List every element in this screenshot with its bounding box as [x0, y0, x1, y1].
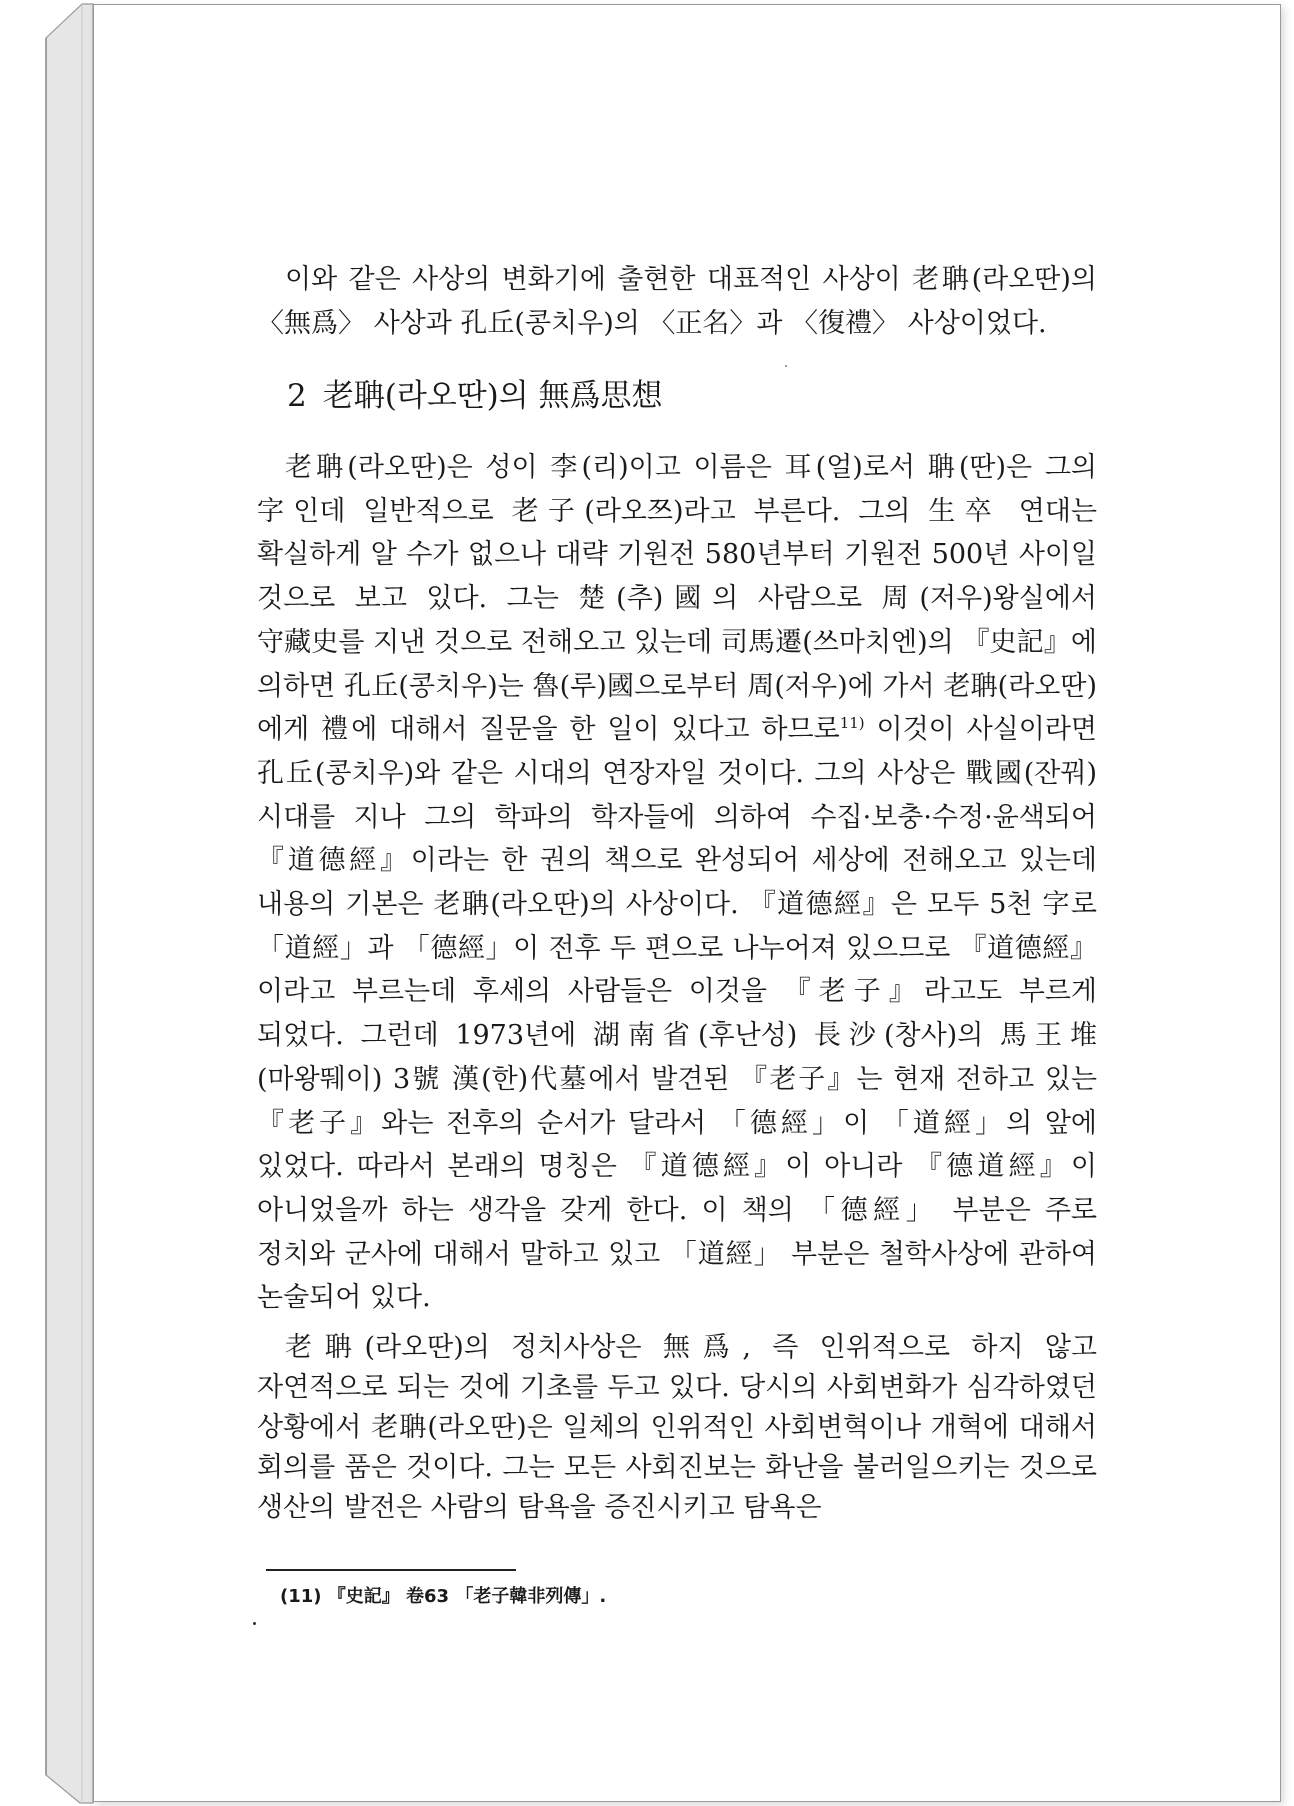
section-title: 老聃(라오딴)의 無爲思想 [322, 378, 663, 414]
page-body [257, 258, 1097, 1528]
footnote: (11) 『史記』 卷63 「老子韓非列傳」. [280, 1586, 607, 1607]
footnote-divider [266, 1569, 516, 1571]
scan-speck [785, 365, 787, 367]
scan-dot [253, 1622, 256, 1625]
paragraph-1-text-b: 이것이 사실이라면 孔丘(콩치우)와 같은 시대의 연장자일 것이다. 그의 사상은 戰國(잔꿔)시대를 지나 그의 학파의 학자들에 의하여 수집·보충·수정·윤색되어 『道德經』이라는 한 권의 책으로 완성되어 세상에 전해오고 있는데 내용의 기본은 老聃(라오딴)의 사상이다. 『道德經』은 모두 5천 字로 「道經」과 「德經」이 전후 두 편으로 나누어져 있으므로 『道德經』이라고 부르는데 후세의 사람들은 이것을 『老子』라고도 부르게 되었다. 그런데 1973년에 湖南省(후난성) 長沙(창사)의 馬王堆(마왕뛔이) 3號 漢(한)代墓에서 발견된 『老子』는 현재 전하고 있는 『老子』와는 전후의 순서가 달라서 「德經」이 「道經」의 앞에 있었다. 따라서 본래의 명칭은 『道德經』이 아니라 『德道經』이 아니었을까 하는 생각을 갖게 한다. 이 책의 「德經」 부분은 주로 정치와 군사에 대해서 말하고 있고 「道經」 부분은 철학사상에 관하여 논술되어 있다. [257, 714, 1097, 1314]
body-paragraph-1 [257, 446, 1097, 1320]
section-number: 2 [287, 378, 307, 414]
intro-paragraph: 이와 같은 사상의 변화기에 출현한 대표적인 사상이 老聃(라오딴)의 〈無爲〉 사상과 孔丘(콩치우)의 〈正名〉과 〈復禮〉 사상이었다. [257, 264, 1097, 339]
footnote-reference: 11) [839, 714, 865, 733]
body-paragraph-2: 老聃(라오딴)의 정치사상은 無爲, 즉 인위적으로 하지 않고 자연적으로 되는 것에 기초를 두고 있다. 당시의 사회변화가 심각하였던 상황에서 老聃(라오딴)은 일체의 인위적인 사회변혁이나 개혁에 대해서 회의를 품은 것이다. 그는 모든 사회진보는 화난을 불러일으키는 것으로 생산의 발전은 사람의 탐욕을 증진시키고 탐욕은 [257, 1332, 1097, 1524]
section-heading [257, 368, 1097, 424]
paragraph-1-text-a: 老聃(라오딴)은 성이 李(리)이고 이름은 耳(얼)로서 聃(딴)은 그의 字인데 일반적으로 老子(라오쯔)라고 부른다. 그의 生卒 연대는 확실하게 알 수가 없으나 대략 기원전 580년부터 기원전 500년 사이일 것으로 보고 있다. 그는 楚(추)國의 사람으로 周(저우)왕실에서 守藏史를 지낸 것으로 전해오고 있는데 司馬遷(쓰마치엔)의 『史記』에 의하면 孔丘(콩치우)는 魯(루)國으로부터 周(저우)에 가서 老聃(라오딴)에게 禮에 대해서 질문을 한 일이 있다고 하므로 [257, 452, 1097, 746]
